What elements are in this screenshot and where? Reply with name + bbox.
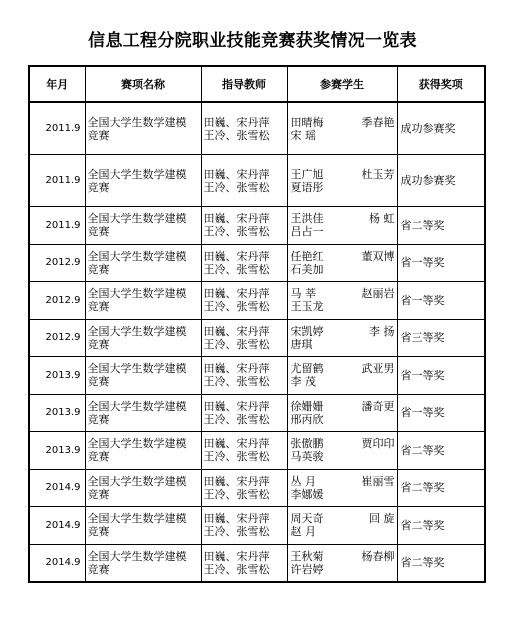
instructors-line1: 田巍、宋丹萍 bbox=[203, 474, 270, 488]
instructors-line1: 田巍、宋丹萍 bbox=[203, 399, 270, 413]
cell-instructors bbox=[201, 357, 287, 395]
students-line1 bbox=[291, 437, 395, 450]
cell-year: 2012.9 bbox=[29, 244, 85, 282]
students-line1 bbox=[291, 287, 395, 300]
cell-award: 省一等奖 bbox=[397, 282, 485, 320]
cell-competition-name bbox=[85, 102, 201, 155]
student-name: 王广旭 bbox=[290, 167, 324, 181]
instructors-line1: 田巍、宋丹萍 bbox=[203, 362, 270, 376]
cell-year: 2014.9 bbox=[29, 507, 85, 545]
students-line2 bbox=[291, 263, 395, 276]
competition-name-line2: 竞赛 bbox=[87, 450, 110, 464]
cell-students bbox=[287, 432, 397, 470]
header-students: 参赛学生 bbox=[287, 66, 397, 102]
competition-name-line2: 竞赛 bbox=[87, 412, 110, 426]
cell-award: 成功参赛奖 bbox=[397, 155, 485, 207]
header-instructors: 指导教师 bbox=[201, 66, 287, 102]
cell-students bbox=[287, 544, 397, 582]
competition-name-line1: 全国大学生数学建模 bbox=[87, 549, 187, 563]
instructors-line1: 田巍、宋丹萍 bbox=[203, 549, 270, 563]
cell-instructors bbox=[201, 544, 287, 582]
instructors-line2: 王冷、张雪松 bbox=[203, 262, 270, 276]
cell-students bbox=[287, 507, 397, 545]
table-row bbox=[29, 102, 485, 155]
competition-name-line2: 竞赛 bbox=[87, 337, 110, 351]
student-name: 许岩婷 bbox=[290, 562, 324, 576]
table-row bbox=[29, 394, 485, 432]
cell-competition-name bbox=[85, 544, 201, 582]
students-line1 bbox=[291, 475, 395, 488]
cell-competition-name bbox=[85, 507, 201, 545]
competition-name-line1: 全国大学生数学建模 bbox=[87, 399, 187, 413]
students-line2 bbox=[291, 525, 395, 538]
students-line1 bbox=[291, 250, 395, 263]
table-row bbox=[29, 544, 485, 582]
competition-name-line2: 竞赛 bbox=[87, 180, 110, 194]
table-row bbox=[29, 155, 485, 207]
instructors-line1: 田巍、宋丹萍 bbox=[203, 287, 270, 301]
instructors-line2: 王冷、张雪松 bbox=[203, 180, 270, 194]
competition-name-line1: 全国大学生数学建模 bbox=[87, 115, 187, 129]
student-name: 夏语彤 bbox=[290, 180, 324, 194]
table-row bbox=[29, 469, 485, 507]
students-line2 bbox=[291, 375, 395, 388]
table-row bbox=[29, 432, 485, 470]
cell-competition-name bbox=[85, 469, 201, 507]
table-row bbox=[29, 207, 485, 245]
cell-year: 2012.9 bbox=[29, 282, 85, 320]
student-name: 丛 月 bbox=[290, 474, 316, 488]
cell-instructors bbox=[201, 507, 287, 545]
cell-year: 2014.9 bbox=[29, 544, 85, 582]
student-name: 武亚男 bbox=[361, 362, 395, 376]
instructors-line2: 王冷、张雪松 bbox=[203, 412, 270, 426]
competition-name-line1: 全国大学生数学建模 bbox=[87, 212, 187, 226]
cell-award: 省三等奖 bbox=[397, 319, 485, 357]
competition-name-line1: 全国大学生数学建模 bbox=[87, 287, 187, 301]
student-name: 杨 虹 bbox=[369, 212, 395, 226]
student-name: 王玉龙 bbox=[290, 300, 324, 314]
competition-name-line1: 全国大学生数学建模 bbox=[87, 362, 187, 376]
header-award: 获得奖项 bbox=[397, 66, 485, 102]
cell-instructors bbox=[201, 469, 287, 507]
competition-name-line2: 竞赛 bbox=[87, 562, 110, 576]
cell-competition-name bbox=[85, 319, 201, 357]
student-name: 季春艳 bbox=[361, 115, 395, 129]
student-name: 崔丽雪 bbox=[361, 474, 395, 488]
student-name: 唐琪 bbox=[290, 337, 313, 351]
instructors-line2: 王冷、张雪松 bbox=[203, 450, 270, 464]
cell-award: 成功参赛奖 bbox=[397, 102, 485, 155]
student-name: 潘奇更 bbox=[361, 399, 395, 413]
cell-year: 2013.9 bbox=[29, 357, 85, 395]
instructors-line1: 田巍、宋丹萍 bbox=[203, 512, 270, 526]
students-line1 bbox=[291, 362, 395, 375]
student-name: 宋凯婷 bbox=[290, 324, 324, 338]
instructors-line2: 王冷、张雪松 bbox=[203, 375, 270, 389]
students-line2 bbox=[291, 488, 395, 501]
student-name: 吕占一 bbox=[290, 225, 324, 239]
table-row bbox=[29, 244, 485, 282]
table-row bbox=[29, 319, 485, 357]
cell-year: 2014.9 bbox=[29, 469, 85, 507]
students-line1 bbox=[291, 116, 395, 129]
students-line2 bbox=[291, 338, 395, 351]
students-line1 bbox=[291, 400, 395, 413]
instructors-line2: 王冷、张雪松 bbox=[203, 525, 270, 539]
instructors-line2: 王冷、张雪松 bbox=[203, 562, 270, 576]
cell-instructors bbox=[201, 207, 287, 245]
cell-award: 省一等奖 bbox=[397, 244, 485, 282]
cell-students bbox=[287, 155, 397, 207]
cell-instructors bbox=[201, 282, 287, 320]
cell-students bbox=[287, 102, 397, 155]
cell-students bbox=[287, 357, 397, 395]
competition-name-line1: 全国大学生数学建模 bbox=[87, 324, 187, 338]
cell-instructors bbox=[201, 432, 287, 470]
student-name: 赵 月 bbox=[290, 525, 316, 539]
header-year: 年月 bbox=[29, 66, 85, 102]
students-line2 bbox=[291, 225, 395, 238]
cell-award: 省二等奖 bbox=[397, 544, 485, 582]
cell-students bbox=[287, 394, 397, 432]
table-body bbox=[29, 102, 485, 582]
competition-name-line2: 竞赛 bbox=[87, 487, 110, 501]
header-competition-name: 赛项名称 bbox=[85, 66, 201, 102]
cell-award: 省二等奖 bbox=[397, 507, 485, 545]
cell-award: 省二等奖 bbox=[397, 432, 485, 470]
competition-name-line1: 全国大学生数学建模 bbox=[87, 167, 187, 181]
students-line2 bbox=[291, 300, 395, 313]
cell-award: 省二等奖 bbox=[397, 207, 485, 245]
cell-award: 省一等奖 bbox=[397, 394, 485, 432]
instructors-line1: 田巍、宋丹萍 bbox=[203, 324, 270, 338]
cell-instructors bbox=[201, 244, 287, 282]
cell-competition-name bbox=[85, 282, 201, 320]
instructors-line2: 王冷、张雪松 bbox=[203, 128, 270, 142]
student-name: 石美加 bbox=[290, 262, 324, 276]
student-name: 任艳红 bbox=[290, 249, 324, 263]
competition-name-line2: 竞赛 bbox=[87, 300, 110, 314]
cell-students bbox=[287, 469, 397, 507]
cell-award: 省二等奖 bbox=[397, 469, 485, 507]
cell-students bbox=[287, 207, 397, 245]
cell-instructors bbox=[201, 319, 287, 357]
competition-name-line2: 竞赛 bbox=[87, 128, 110, 142]
student-name: 邢丙欣 bbox=[290, 412, 324, 426]
student-name: 赵丽岩 bbox=[361, 287, 395, 301]
instructors-line1: 田巍、宋丹萍 bbox=[203, 249, 270, 263]
cell-competition-name bbox=[85, 207, 201, 245]
student-name: 马英骏 bbox=[290, 450, 324, 464]
student-name: 张傲鹏 bbox=[290, 437, 324, 451]
students-line2 bbox=[291, 129, 395, 142]
table-header bbox=[29, 66, 485, 102]
cell-students bbox=[287, 282, 397, 320]
competition-name-line1: 全国大学生数学建模 bbox=[87, 437, 187, 451]
student-name: 贾印印 bbox=[361, 437, 395, 451]
students-line1 bbox=[291, 212, 395, 225]
instructors-line1: 田巍、宋丹萍 bbox=[203, 167, 270, 181]
student-name: 杨春柳 bbox=[361, 549, 395, 563]
instructors-line2: 王冷、张雪松 bbox=[203, 300, 270, 314]
cell-year: 2013.9 bbox=[29, 432, 85, 470]
competition-name-line1: 全国大学生数学建模 bbox=[87, 249, 187, 263]
instructors-line1: 田巍、宋丹萍 bbox=[203, 115, 270, 129]
student-name: 周天奇 bbox=[290, 512, 324, 526]
cell-year: 2011.9 bbox=[29, 207, 85, 245]
cell-instructors bbox=[201, 102, 287, 155]
student-name: 王洪佳 bbox=[290, 212, 324, 226]
cell-students bbox=[287, 319, 397, 357]
students-line2 bbox=[291, 563, 395, 576]
competition-name-line1: 全国大学生数学建模 bbox=[87, 474, 187, 488]
cell-competition-name bbox=[85, 155, 201, 207]
cell-year: 2013.9 bbox=[29, 394, 85, 432]
cell-competition-name bbox=[85, 244, 201, 282]
students-line2 bbox=[291, 450, 395, 463]
student-name: 田晴梅 bbox=[290, 115, 324, 129]
cell-competition-name bbox=[85, 394, 201, 432]
awards-table bbox=[28, 65, 486, 583]
competition-name-line2: 竞赛 bbox=[87, 262, 110, 276]
student-name: 李娜媛 bbox=[290, 487, 324, 501]
students-line2 bbox=[291, 181, 395, 194]
cell-competition-name bbox=[85, 357, 201, 395]
table-row bbox=[29, 507, 485, 545]
cell-year: 2011.9 bbox=[29, 155, 85, 207]
cell-competition-name bbox=[85, 432, 201, 470]
instructors-line2: 王冷、张雪松 bbox=[203, 487, 270, 501]
student-name: 回 旋 bbox=[369, 512, 395, 526]
competition-name-line2: 竞赛 bbox=[87, 375, 110, 389]
competition-name-line2: 竞赛 bbox=[87, 225, 110, 239]
cell-year: 2011.9 bbox=[29, 102, 85, 155]
competition-name-line2: 竞赛 bbox=[87, 525, 110, 539]
cell-year: 2012.9 bbox=[29, 319, 85, 357]
instructors-line1: 田巍、宋丹萍 bbox=[203, 212, 270, 226]
table-row bbox=[29, 357, 485, 395]
students-line2 bbox=[291, 413, 395, 426]
students-line1 bbox=[291, 325, 395, 338]
student-name: 王秋菊 bbox=[290, 549, 324, 563]
cell-students bbox=[287, 244, 397, 282]
student-name: 李 扬 bbox=[369, 324, 395, 338]
students-line1 bbox=[291, 512, 395, 525]
student-name: 徐姗姗 bbox=[290, 399, 324, 413]
students-line1 bbox=[291, 168, 395, 181]
cell-instructors bbox=[201, 155, 287, 207]
student-name: 董双博 bbox=[361, 249, 395, 263]
student-name: 宋 瑶 bbox=[290, 128, 316, 142]
student-name: 马 莘 bbox=[290, 287, 316, 301]
instructors-line2: 王冷、张雪松 bbox=[203, 337, 270, 351]
cell-award: 省一等奖 bbox=[397, 357, 485, 395]
student-name: 杜玉芳 bbox=[361, 167, 395, 181]
cell-instructors bbox=[201, 394, 287, 432]
page-title: 信息工程分院职业技能竞赛获奖情况一览表 bbox=[88, 31, 417, 51]
student-name: 李 茂 bbox=[290, 375, 316, 389]
student-name: 尤留鹤 bbox=[290, 362, 324, 376]
table-row bbox=[29, 282, 485, 320]
students-line1 bbox=[291, 550, 395, 563]
competition-name-line1: 全国大学生数学建模 bbox=[87, 512, 187, 526]
instructors-line1: 田巍、宋丹萍 bbox=[203, 437, 270, 451]
instructors-line2: 王冷、张雪松 bbox=[203, 225, 270, 239]
